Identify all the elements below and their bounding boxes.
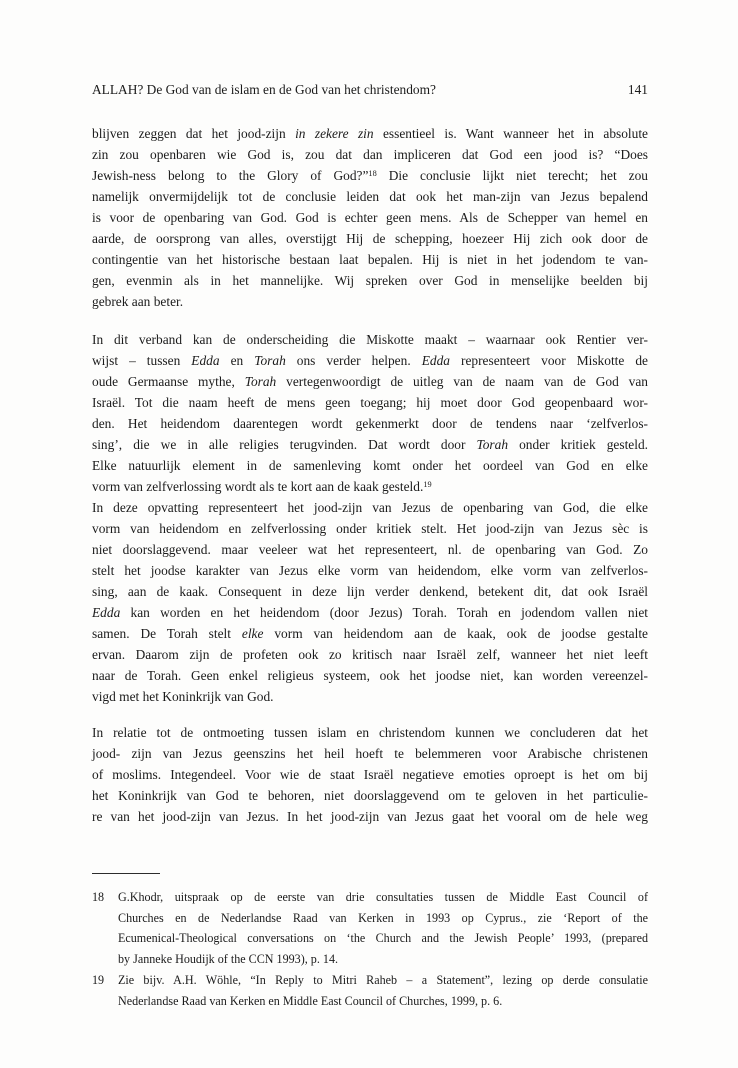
text-segment: In dit verband kan de onderscheiding die Miskotte maakt – waarnaar ook Rentier ver- [92,332,648,347]
body-text [92,123,648,827]
text-segment: aarde, de oorsprong van alles, overstijgt Hij de schepping, hoezeer Hij zich ook door de [92,231,648,246]
footnote-reference: 19 [423,480,432,490]
text-line [92,413,648,434]
paragraph-4 [92,722,648,827]
footnote-18 [92,887,648,970]
text-line [92,329,648,350]
text-line [92,144,648,165]
text-segment: Ecumenical-Theological conversations on ‘the Church and the Jewish People’ 1993, (prepared [118,931,648,946]
text-segment: gebrek aan beter. [92,294,184,309]
text-segment: is voor de openbaring van God. God is echter geen mens. Als de Schepper van hemel en [92,210,648,225]
italic-text: Torah [476,437,509,452]
text-segment: Churches en de Nederlandse Raad van Kerken in 1993 op Cyprus., zie ‘Report of the [118,910,648,925]
text-segment: wijst – tussen [92,353,192,368]
text-segment: het Koninkrijk van God te behoren, niet doorslaggevend om te geloven in het particulie- [92,788,648,803]
text-segment: Elke natuurlijk element in de samenleving komt onder het oordeel van God en elke [92,458,648,473]
text-segment: In relatie tot de ontmoeting tussen islam en christendom kunnen we concluderen dat het [92,725,648,740]
text-segment: representeert voor Miskotte de [449,353,648,368]
text-segment: of moslims. Integendeel. Voor wie de staat Israël negatieve emoties oproept is het om bij [92,767,648,782]
text-segment: blijven zeggen dat het jood-zijn [92,126,296,141]
footnote-19 [92,970,648,1011]
footnote-text [118,887,648,970]
text-line [92,207,648,228]
text-line [92,476,648,497]
text-segment: essentieel is. Want wanneer het in absolute [373,126,648,141]
text-line [92,665,648,686]
text-segment: contingentie van het historische bestaan laat bepalen. Hij is niet in het jodendom te van- [92,252,648,267]
italic-text: Torah [254,353,286,368]
italic-text: elke [241,626,264,641]
text-line [92,581,648,602]
text-segment: vigd met het Koninkrijk van God. [92,689,274,704]
text-line [92,623,648,644]
footnote-reference: 18 [368,169,377,179]
text-segment: niet doorslaggevend. maar veeleer wat het representeert, nl. de openbaring van God. Zo [92,542,648,557]
text-line [92,539,648,560]
text-line [92,785,648,806]
text-segment: sing, aan de kaak. Consequent in deze lijn verder denkend, betekent dit, dat ook Israël [92,584,648,599]
text-line [92,743,648,764]
paragraph-2 [92,329,648,497]
text-segment: In deze opvatting representeert het jood-zijn van Jezus de openbaring van God, die elke [92,500,648,515]
text-segment: naar de Torah. Geen enkel religieus systeem, ook het joodse niet, kan worden vereenzel- [92,668,648,683]
text-line [92,371,648,392]
text-line [92,249,648,270]
text-line [92,722,648,743]
italic-text: in zekere zin [295,126,374,141]
text-segment: gen, evenmin als in het mannelijke. Wij spreken over God in menselijke beelden bij [92,273,648,288]
text-line [92,806,648,827]
text-segment: by Janneke Houdijk of the CCN 1993), p. 14. [118,952,339,967]
page-number: 141 [627,82,648,97]
text-segment: vorm van zelfverlossing wordt als te kort aan de kaak gesteld. [92,479,424,494]
footnote-number: 19 [92,972,105,987]
text-segment: Nederlandse Raad van Kerken en Middle East Council of Churches, 1999, p. 6. [118,993,503,1008]
text-segment: kan worden en het heidendom (door Jezus) Torah. Torah en jodendom vallen niet [120,605,648,620]
text-line [118,949,648,970]
text-line [92,560,648,581]
text-segment: en [219,353,255,368]
text-segment: vertegenwoordigt de uitleg van de naam van de God van [276,374,648,389]
text-line [92,602,648,623]
italic-text: Edda [92,605,121,620]
text-segment: den. Het heidendom daarentegen wordt gekenmerkt door de tendens naar ‘zelfverlos- [92,416,648,431]
text-segment: Israël. Tot die naam heeft de mens geen toegang; hij moet door God geopenbaard wor- [92,395,648,410]
text-segment: vorm van heidendom aan de kaak, ook de joodse gestalte [263,626,648,641]
text-line [118,887,648,908]
text-line [92,123,648,144]
text-segment: samen. De Torah stelt [92,626,242,641]
italic-text: Edda [191,353,220,368]
text-segment: Jewish-ness belong to the Glory of God?” [92,168,369,183]
text-segment: jood- zijn van Jezus geenszins het heil hoeft te belemmeren voor Arabische christenen [92,746,648,761]
text-segment: vorm van heidendom en zelfverlossing onder kritiek stelt. Het jood-zijn van Jezus sèc is [92,521,648,536]
text-segment: Zie bijv. A.H. Wöhle, “In Reply to Mitri Raheb – a Statement”, lezing op derde consulatie [118,972,648,987]
text-segment: onder kritiek gesteld. [508,437,648,452]
text-segment: oude Germaanse mythe, [92,374,245,389]
footnote-text [118,970,648,1011]
text-line [92,686,648,707]
paragraph-3 [92,497,648,707]
text-segment: re van het jood-zijn van Jezus. In het jood-zijn van Jezus gaat het vooral om de hele weg [92,809,648,824]
running-header [92,80,648,99]
text-segment: Die conclusie lijkt niet terecht; het zou [376,168,648,183]
text-segment: stelt het joodse karakter van Jezus elke vorm van heidendom, elke vorm van zelfverlos- [92,563,648,578]
text-line [92,764,648,785]
text-segment: ervan. Daarom zijn de profeten ook zo kritisch naar Israël zelf, wanneer het niet leeft [92,647,648,662]
text-line [92,644,648,665]
text-line [118,908,648,929]
text-segment: G.Khodr, uitspraak op de eerste van drie consultaties tussen de Middle East Council of [118,890,648,904]
text-line [92,497,648,518]
text-line [92,350,648,371]
text-line [92,518,648,539]
text-line [92,186,648,207]
footnote-separator [92,873,160,874]
text-line [92,455,648,476]
text-segment: namelijk onvermijdelijk tot de conclusie leiden dat ook het man-zijn van Jezus bepalend [92,189,648,204]
footnotes-section [92,887,648,1011]
text-segment: sing’, die we in alle religies terugvinden. Dat wordt door [92,437,477,452]
running-header-title: ALLAH? De God van de islam en de God van het christendom? [92,82,436,97]
text-line [92,434,648,455]
text-line [92,228,648,249]
text-line [92,270,648,291]
italic-text: Torah [244,374,277,389]
text-segment: ons verder helpen. [285,353,422,368]
text-line [118,928,648,949]
text-segment: zin zou openbaren wie God is, zou dat dan impliceren dat God een jood is? “Does [92,147,648,162]
text-line [92,392,648,413]
text-line [92,165,648,186]
paragraph-1 [92,123,648,312]
text-line [92,291,648,312]
footnote-number: 18 [92,890,105,904]
text-line [118,991,648,1012]
text-line [118,970,648,991]
italic-text: Edda [421,353,450,368]
